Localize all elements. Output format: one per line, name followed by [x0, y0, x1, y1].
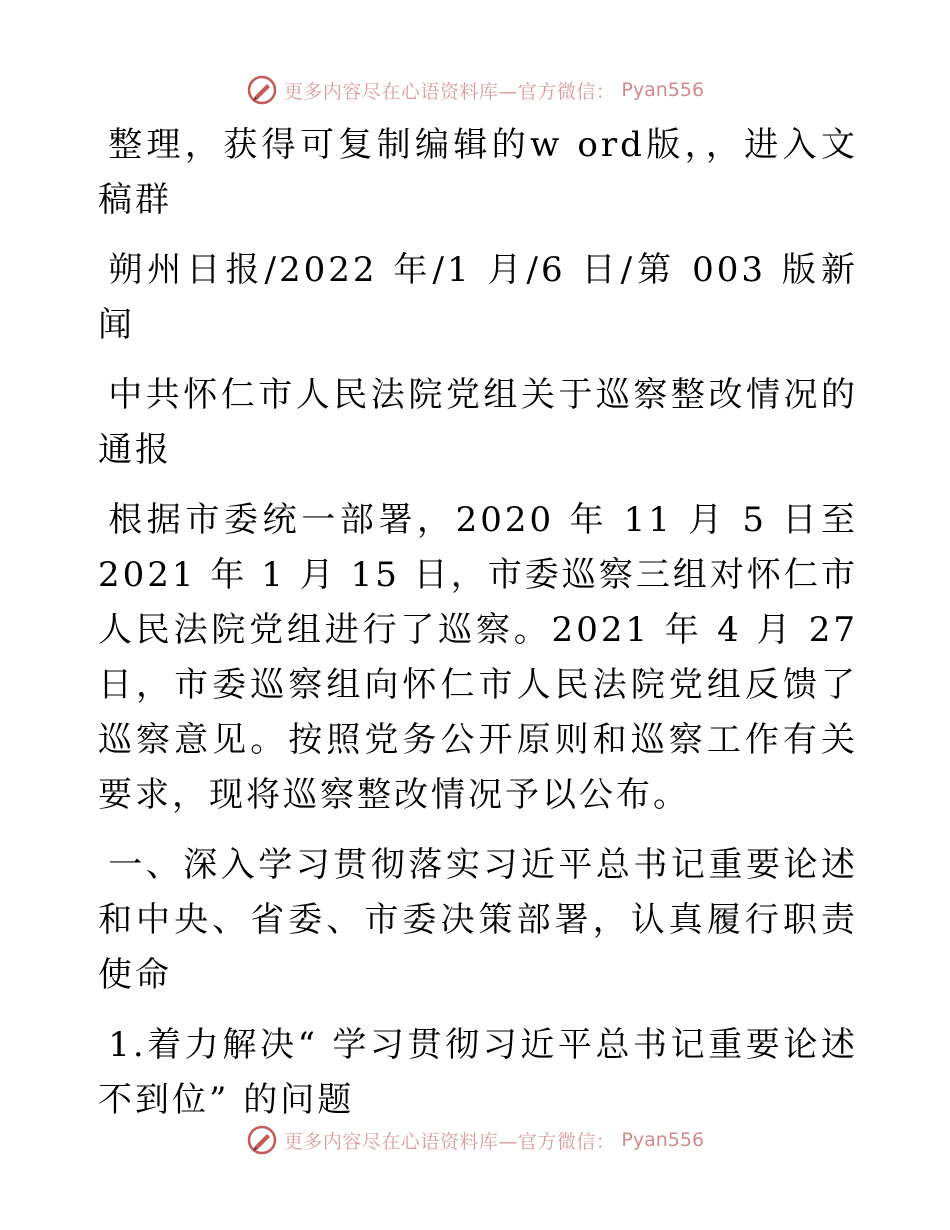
section-heading: 一、深入学习贯彻落实习近平总书记重要论述和中央、省委、市委决策部署，认真履行职责使命 — [98, 845, 858, 995]
document-title: 中共怀仁市人民法院党组关于巡察整改情况的通报 — [98, 375, 858, 470]
watermark-text: 更多内容尽在心语资料库—官方微信： — [283, 1130, 616, 1153]
subsection-heading: 1.着力解决“ 学习贯彻习近平总书记重要论述不到位” 的问题 — [98, 1025, 858, 1120]
watermark-wechat-id: Pyan556 — [621, 79, 705, 101]
body-paragraph: 根据市委统一部署，2020 年 11 月 5 日至 2021 年 1 月 15 日，市委巡察三组对怀仁市人民法院党组进行了巡察。2021 年 4 月 27 日，市委巡察组向怀仁市人民法院党组反馈了巡察意见。按照党务公开原则和巡察工作有关要求，现将巡察整改情况予以公布。 — [98, 500, 858, 815]
pen-circle-icon — [246, 1124, 278, 1156]
intro-paragraph: 整理，获得可复制编辑的w ord版，，进入文稿群 — [98, 125, 858, 220]
header-watermark — [0, 70, 950, 110]
document-body — [98, 118, 858, 1143]
source-line: 朔州日报/2022 年/1 月/6 日/第 003 版新闻 — [98, 250, 858, 345]
pen-circle-icon — [246, 74, 278, 106]
watermark-text: 更多内容尽在心语资料库—官方微信： — [283, 80, 616, 103]
watermark-wechat-id: Pyan556 — [621, 1129, 705, 1151]
footer-watermark — [0, 1120, 950, 1160]
